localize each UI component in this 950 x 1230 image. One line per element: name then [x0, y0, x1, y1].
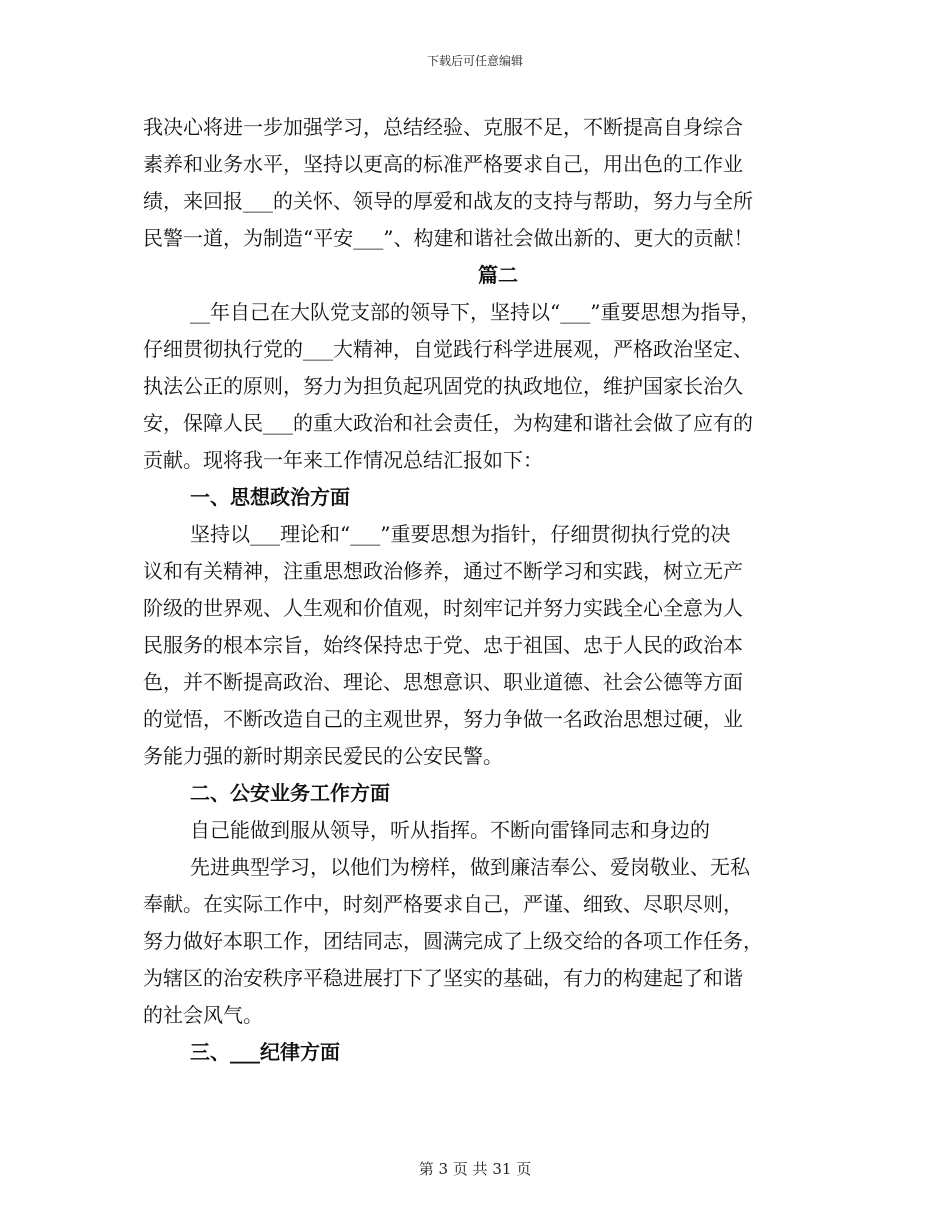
heading-ideology: 一、思想政治方面 — [190, 485, 350, 509]
body-line-7: 仔细贯彻执行党的___大精神，自觉践行科学进展观，严格政治坚定、 — [143, 337, 753, 361]
heading-police-work: 二、公安业务工作方面 — [190, 781, 390, 805]
body-line-22: 奉献。在实际工作中，时刻严格要求自己，严谨、细致、尽职尽则， — [143, 892, 743, 916]
body-line-3: 绩，来回报___的关怀、领导的厚爱和战友的支持与帮助，努力与全所 — [143, 189, 753, 213]
body-line-10: 贡献。现将我一年来工作情况总结汇报如下： — [143, 448, 543, 472]
body-line-18: 务能力强的新时期亲民爱民的公安民警。 — [143, 744, 503, 768]
body-line-13: 议和有关精神，注重思想政治修养，通过不断学习和实践，树立无产 — [143, 559, 743, 583]
body-line-24: 为辖区的治安秩序平稳进展打下了坚实的基础，有力的构建起了和谐 — [143, 966, 743, 990]
section-title-part-two: 篇二 — [478, 263, 518, 287]
page-footer: 第 3 页 共 31 页 — [418, 1160, 532, 1178]
heading-discipline: 三、___纪律方面 — [190, 1040, 340, 1064]
body-line-8: 执法公正的原则，努力为担负起巩固党的执政地位，维护国家长治久 — [143, 374, 743, 398]
body-line-1: 我决心将进一步加强学习，总结经验、克服不足，不断提高自身综合 — [143, 115, 743, 139]
body-line-17: 的觉悟，不断改造自己的主观世界，努力争做一名政治思想过硬，业 — [143, 707, 743, 731]
body-line-12: 坚持以___理论和“___”重要思想为指针，仔细贯彻执行党的决 — [190, 522, 731, 546]
body-line-14: 阶级的世界观、人生观和价值观，时刻牢记并努力实践全心全意为人 — [143, 596, 743, 620]
body-line-21: 先进典型学习，以他们为榜样，做到廉洁奉公、爱岗敬业、无私 — [190, 855, 750, 879]
body-line-4: 民警一道，为制造“平安___”、构建和谐社会做出新的、更大的贡献！ — [143, 226, 754, 250]
body-line-25: 的社会风气。 — [143, 1003, 263, 1027]
body-line-20: 自己能做到服从领导，听从指挥。不断向雷锋同志和身边的 — [190, 818, 710, 842]
body-line-6: __年自己在大队党支部的领导下，坚持以“___”重要思想为指导， — [190, 300, 761, 324]
body-line-15: 民服务的根本宗旨，始终保持忠于党、忠于祖国、忠于人民的政治本 — [143, 633, 743, 657]
body-line-16: 色，并不断提高政治、理论、思想意识、职业道德、社会公德等方面 — [143, 670, 743, 694]
body-line-2: 素养和业务水平，坚持以更高的标准严格要求自己，用出色的工作业 — [143, 152, 743, 176]
body-line-9: 安，保障人民___的重大政治和社会责任，为构建和谐社会做了应有的 — [143, 411, 753, 435]
body-line-23: 努力做好本职工作，团结同志，圆满完成了上级交给的各项工作任务， — [143, 929, 763, 953]
page-header: 下载后可任意编辑 — [426, 54, 523, 68]
